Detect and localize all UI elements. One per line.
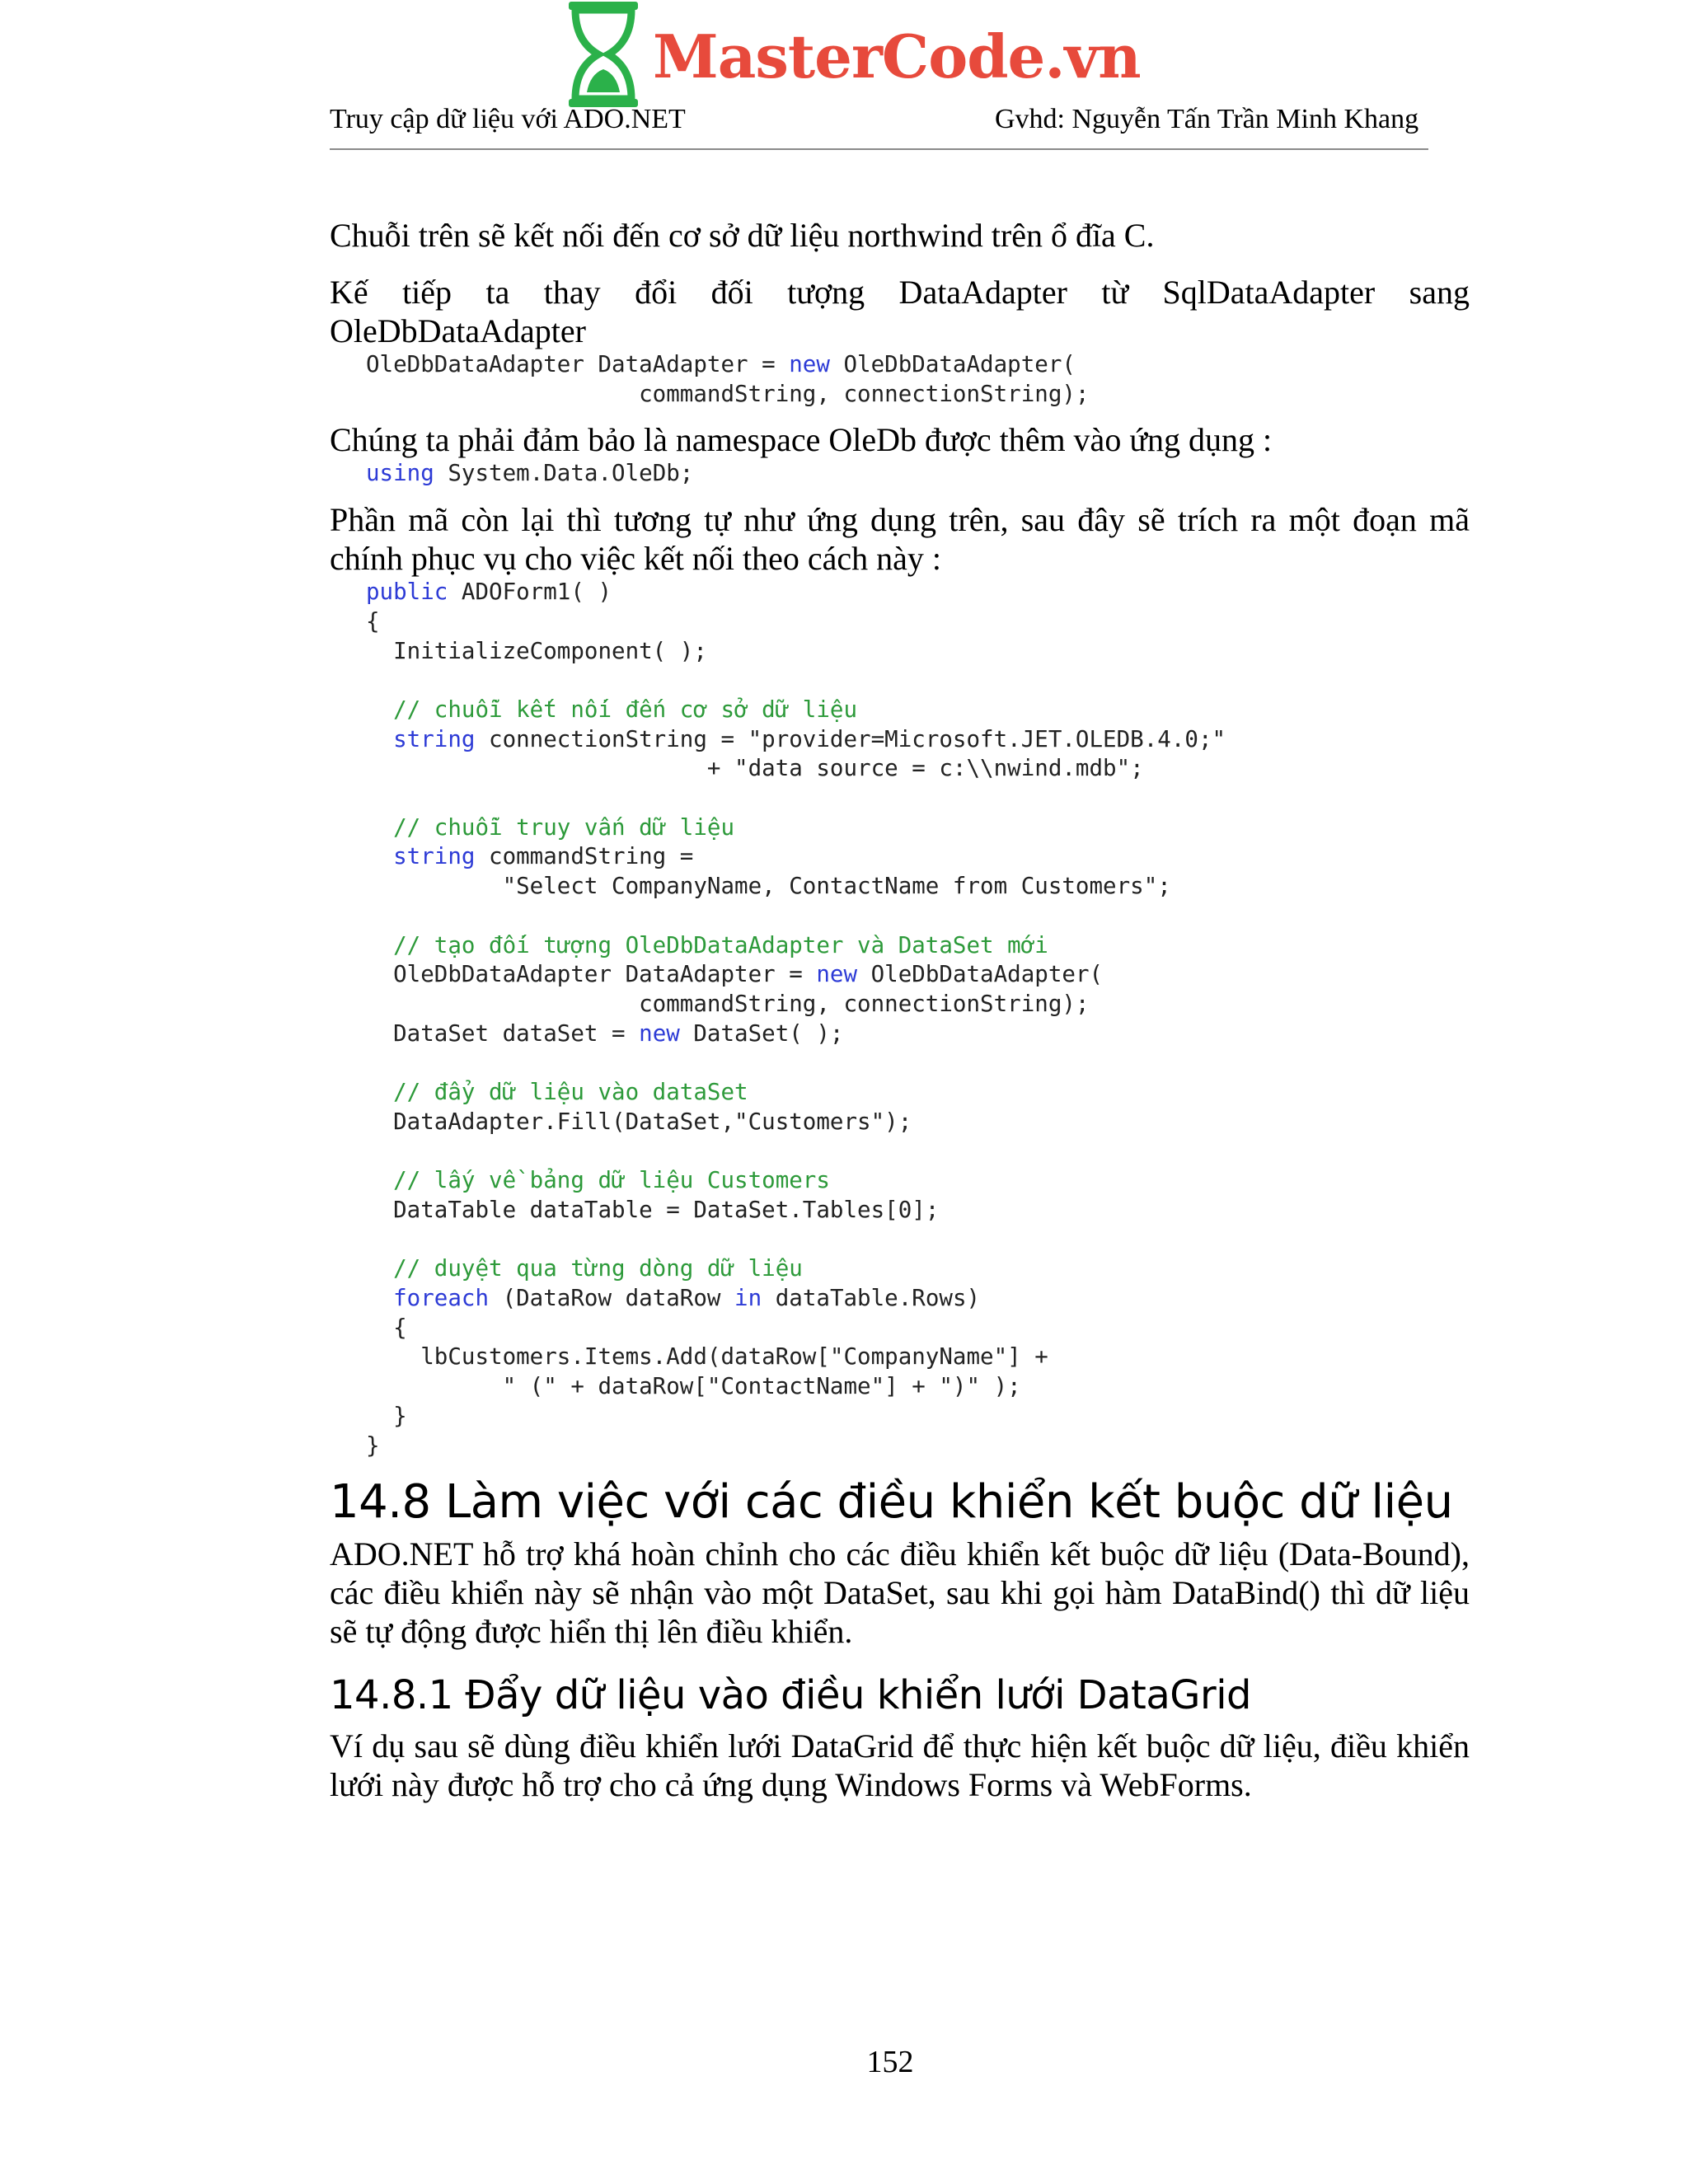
code-keyword: in [734, 1284, 762, 1311]
code-text: ADOForm1( ) [448, 579, 612, 606]
hourglass-icon [562, 0, 645, 109]
code-block [330, 578, 1470, 1460]
running-header-instructor: Gvhd: Nguyễn Tấn Trần Minh Khang [995, 104, 1419, 134]
code-comment: // duyệt qua từng dòng dữ liệu [366, 1255, 803, 1282]
paragraph: ADO.NET hỗ trợ khá hoàn chỉnh cho các điều khiển kết buộc dữ liệu (Data-Bound), các điều khiển này sẽ nhận vào một DataSet, sau khi gọi hàm DataBind() thì dữ liệu sẽ tự động được hiển thị lên điều khiển. [330, 1535, 1470, 1651]
code-text: (DataRow dataRow [489, 1284, 735, 1311]
code-keyword: new [789, 351, 830, 377]
code-text: System.Data.OleDb; [434, 460, 694, 487]
code-text: } [366, 1432, 380, 1459]
paragraph: OleDbDataAdapter [330, 312, 586, 349]
code-text: OleDbDataAdapter DataAdapter = [366, 961, 817, 988]
code-text: lbCustomers.Items.Add(dataRow["CompanyName"] + [366, 1343, 1048, 1371]
code-comment: // tạo đối tượng OleDbDataAdapter và DataSet mới [366, 931, 1048, 958]
header-divider [330, 148, 1428, 150]
code-comment: // chuỗi kết nối đến cơ sở dữ liệu [366, 696, 858, 723]
code-text: dataTable.Rows) [762, 1284, 981, 1311]
code-comment: // chuỗi truy vấn dữ liệu [366, 813, 735, 841]
code-text: DataAdapter.Fill(DataSet,"Customers"); [366, 1108, 912, 1135]
code-text: } [366, 1402, 407, 1429]
code-text: DataTable dataTable = DataSet.Tables[0]; [366, 1196, 940, 1223]
code-text: commandString = [475, 843, 694, 870]
page-number: 152 [866, 2045, 914, 2079]
code-keyword: string [366, 725, 476, 752]
section-heading: 14.8 Làm việc với các điều khiển kết buộc dữ liệu [330, 1475, 1453, 1530]
code-keyword: new [816, 961, 858, 988]
code-text: DataSet( ); [679, 1019, 844, 1047]
code-block [330, 350, 1470, 409]
paragraph: Phần mã còn lại thì tương tự như ứng dụng trên, sau đây sẽ trích ra một đoạn mã chính phục vụ cho việc kết nối theo cách này : [330, 501, 1470, 578]
code-text: InitializeComponent( ); [366, 637, 707, 664]
paragraph: Kế tiếp ta thay đổi đối tượng DataAdapter từ SqlDataAdapter sang [330, 274, 1470, 311]
code-comment: // đẩy dữ liệu vào dataSet [366, 1079, 748, 1106]
code-text: commandString, connectionString); [366, 990, 1090, 1017]
paragraph: Ví dụ sau sẽ dùng điều khiển lưới DataGrid để thực hiện kết buộc dữ liệu, điều khiển lưới này được hỗ trợ cho cả ứng dụng Windows Forms và WebForms. [330, 1727, 1470, 1804]
running-header-title: Truy cập dữ liệu với ADO.NET [330, 104, 686, 134]
code-text: + "data source = c:\\nwind.mdb"; [366, 755, 1144, 782]
subsection-heading: 14.8.1 Đẩy dữ liệu vào điều khiển lưới DataGrid [330, 1672, 1252, 1719]
code-comment: // lấy về bảng dữ liệu Customers [366, 1167, 830, 1194]
code-text: OleDbDataAdapter( [829, 351, 1076, 377]
code-keyword: foreach [366, 1284, 490, 1311]
code-text: DataSet dataSet = [366, 1019, 640, 1047]
code-text: commandString, connectionString); [366, 380, 1090, 407]
code-text: { [366, 607, 380, 635]
code-keyword: using [366, 460, 434, 487]
logo [562, 0, 645, 109]
code-text: { [366, 1314, 407, 1341]
code-text: OleDbDataAdapter( [857, 961, 1104, 988]
code-keyword: new [639, 1019, 680, 1047]
page-body [330, 216, 1470, 1804]
code-block [330, 459, 1470, 489]
code-text: "Select CompanyName, ContactName from Customers"; [366, 873, 1171, 900]
paragraph: Chuỗi trên sẽ kết nối đến cơ sở dữ liệu northwind trên ổ đĩa C. [330, 217, 1155, 254]
code-text: OleDbDataAdapter DataAdapter = [366, 351, 790, 377]
code-keyword: public [366, 579, 448, 606]
code-text: connectionString = "provider=Microsoft.JET.OLEDB.4.0;" [475, 725, 1226, 752]
paragraph: Chúng ta phải đảm bảo là namespace OleDb được thêm vào ứng dụng : [330, 421, 1273, 459]
code-keyword: string [366, 843, 476, 870]
code-text: " (" + dataRow["ContactName"] + ")" ); [366, 1373, 1021, 1400]
logo-text: MasterCode.vn [653, 21, 1141, 91]
